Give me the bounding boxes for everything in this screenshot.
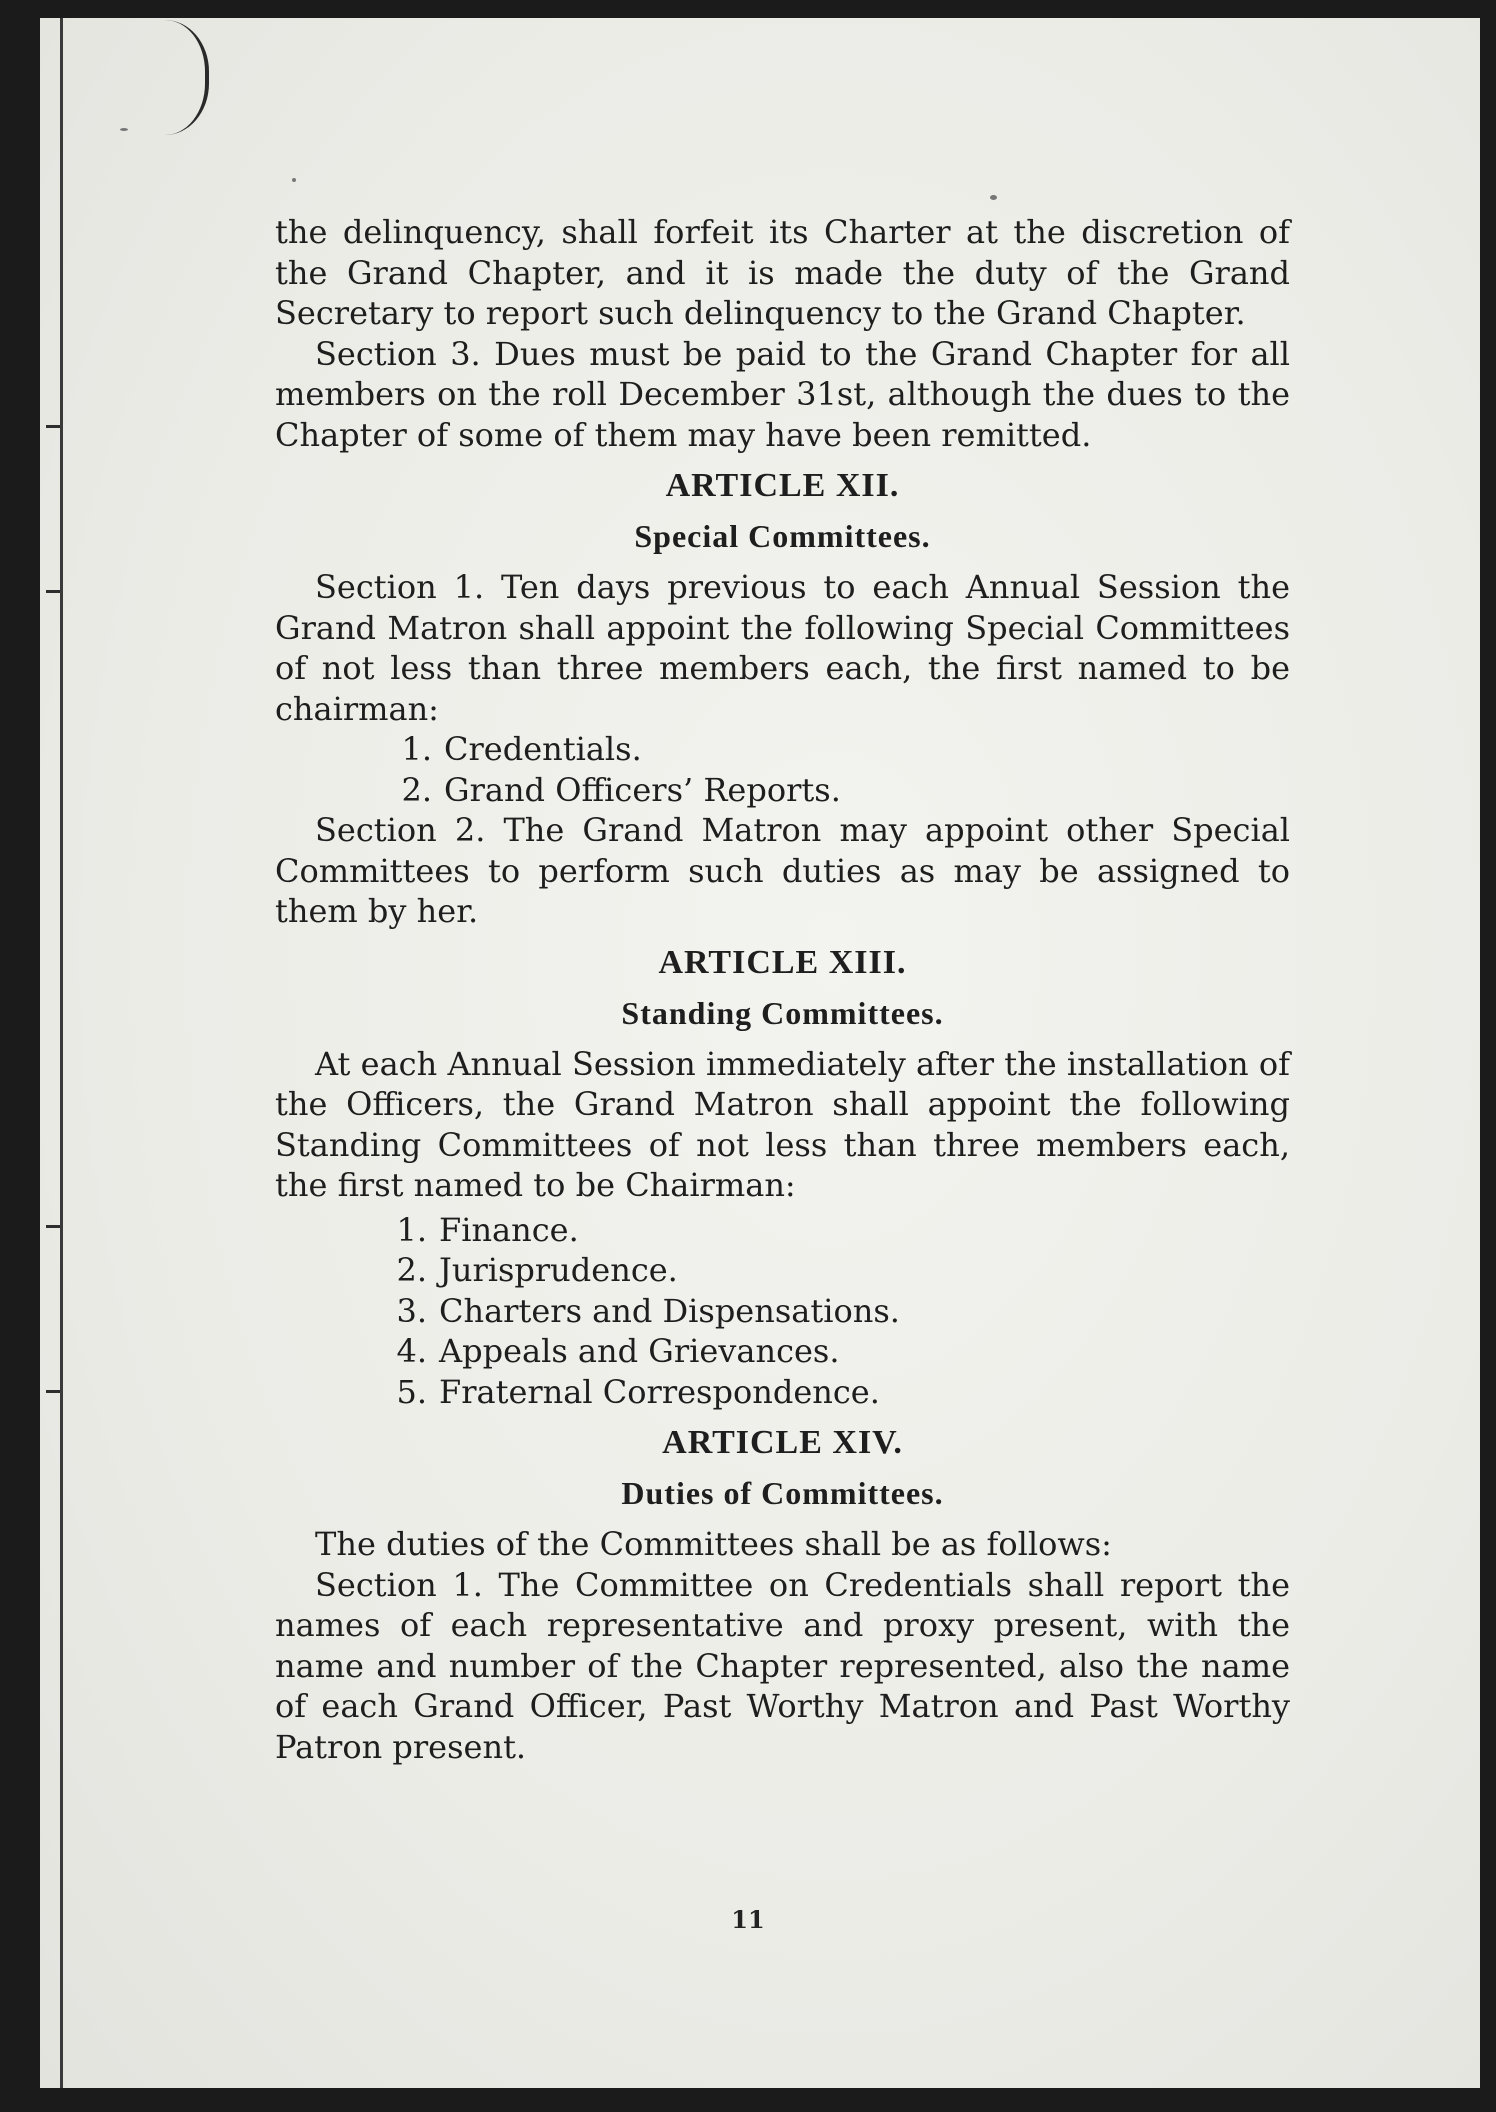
article-12-section-2: Section 2. The Grand Matron may appoint other Special Committees to perform such duties as may be assigned to them by her. (275, 811, 1290, 930)
list-item: 2. Grand Officers’ Reports. (401, 770, 841, 809)
page-body (275, 212, 1290, 1767)
article-13-body: At each Annual Session immediately after the installation of the Officers, the Grand Matron shall appoint the following Standing Committees of not less than three members each, the first named to be Chairman: (275, 1044, 1290, 1204)
article-14-section-1: Section 1. The Committee on Credentials shall report the names of each representative and proxy present, with the name and number of the Chapter represented, also the name of each Grand Officer, Past Worthy Matron and Past Worthy Patron present. (275, 1565, 1290, 1766)
article-14-subtitle: Duties of Committees. (621, 1475, 944, 1511)
dust-speck (120, 128, 128, 131)
special-committees-list (380, 729, 1290, 810)
article-13-subtitle: Standing Committees. (621, 994, 944, 1031)
article-14-intro: The duties of the Committees shall be as follows: (315, 1525, 1112, 1563)
dust-speck (990, 195, 997, 200)
gutter-mark (46, 1390, 60, 1393)
page-number: 11 (731, 1905, 765, 1934)
article-12-title: ARTICLE XII. (665, 467, 900, 504)
article-12-subtitle: Special Committees. (634, 518, 931, 554)
list-item: 1. Finance. (396, 1210, 579, 1249)
section-3: Section 3. Dues must be paid to the Grand Chapter for all members on the roll December 31st, although the dues to the Chapter of some of them may have been remitted. (275, 334, 1290, 454)
list-item: 3. Charters and Dispensations. (396, 1291, 900, 1330)
gutter-mark (46, 1225, 60, 1228)
dust-speck (292, 178, 296, 182)
article-13-title: ARTICLE XIII. (658, 943, 907, 981)
gutter-mark (46, 425, 60, 428)
binding-edge (60, 18, 63, 2088)
standing-committees-list (375, 1210, 1290, 1413)
list-item: 2. Jurisprudence. (396, 1251, 678, 1289)
article-14-title: ARTICLE XIV. (662, 1424, 903, 1461)
list-item: 4. Appeals and Grievances. (396, 1332, 840, 1370)
article-12-section-1: Section 1. Ten days previous to each Annual Session the Grand Matron shall appoint the following Special Committees of not less than three members each, the first named to be chairman: (275, 568, 1290, 728)
list-item: 5. Fraternal Correspondence. (396, 1372, 880, 1411)
paragraph-continued: the delinquency, shall forfeit its Charter at the discretion of the Grand Chapter, and it is made the duty of the Grand Secretary to report such delinquency to the Grand Chapter. (275, 213, 1290, 332)
gutter-mark (46, 590, 60, 593)
list-item: 1. Credentials. (401, 730, 642, 768)
